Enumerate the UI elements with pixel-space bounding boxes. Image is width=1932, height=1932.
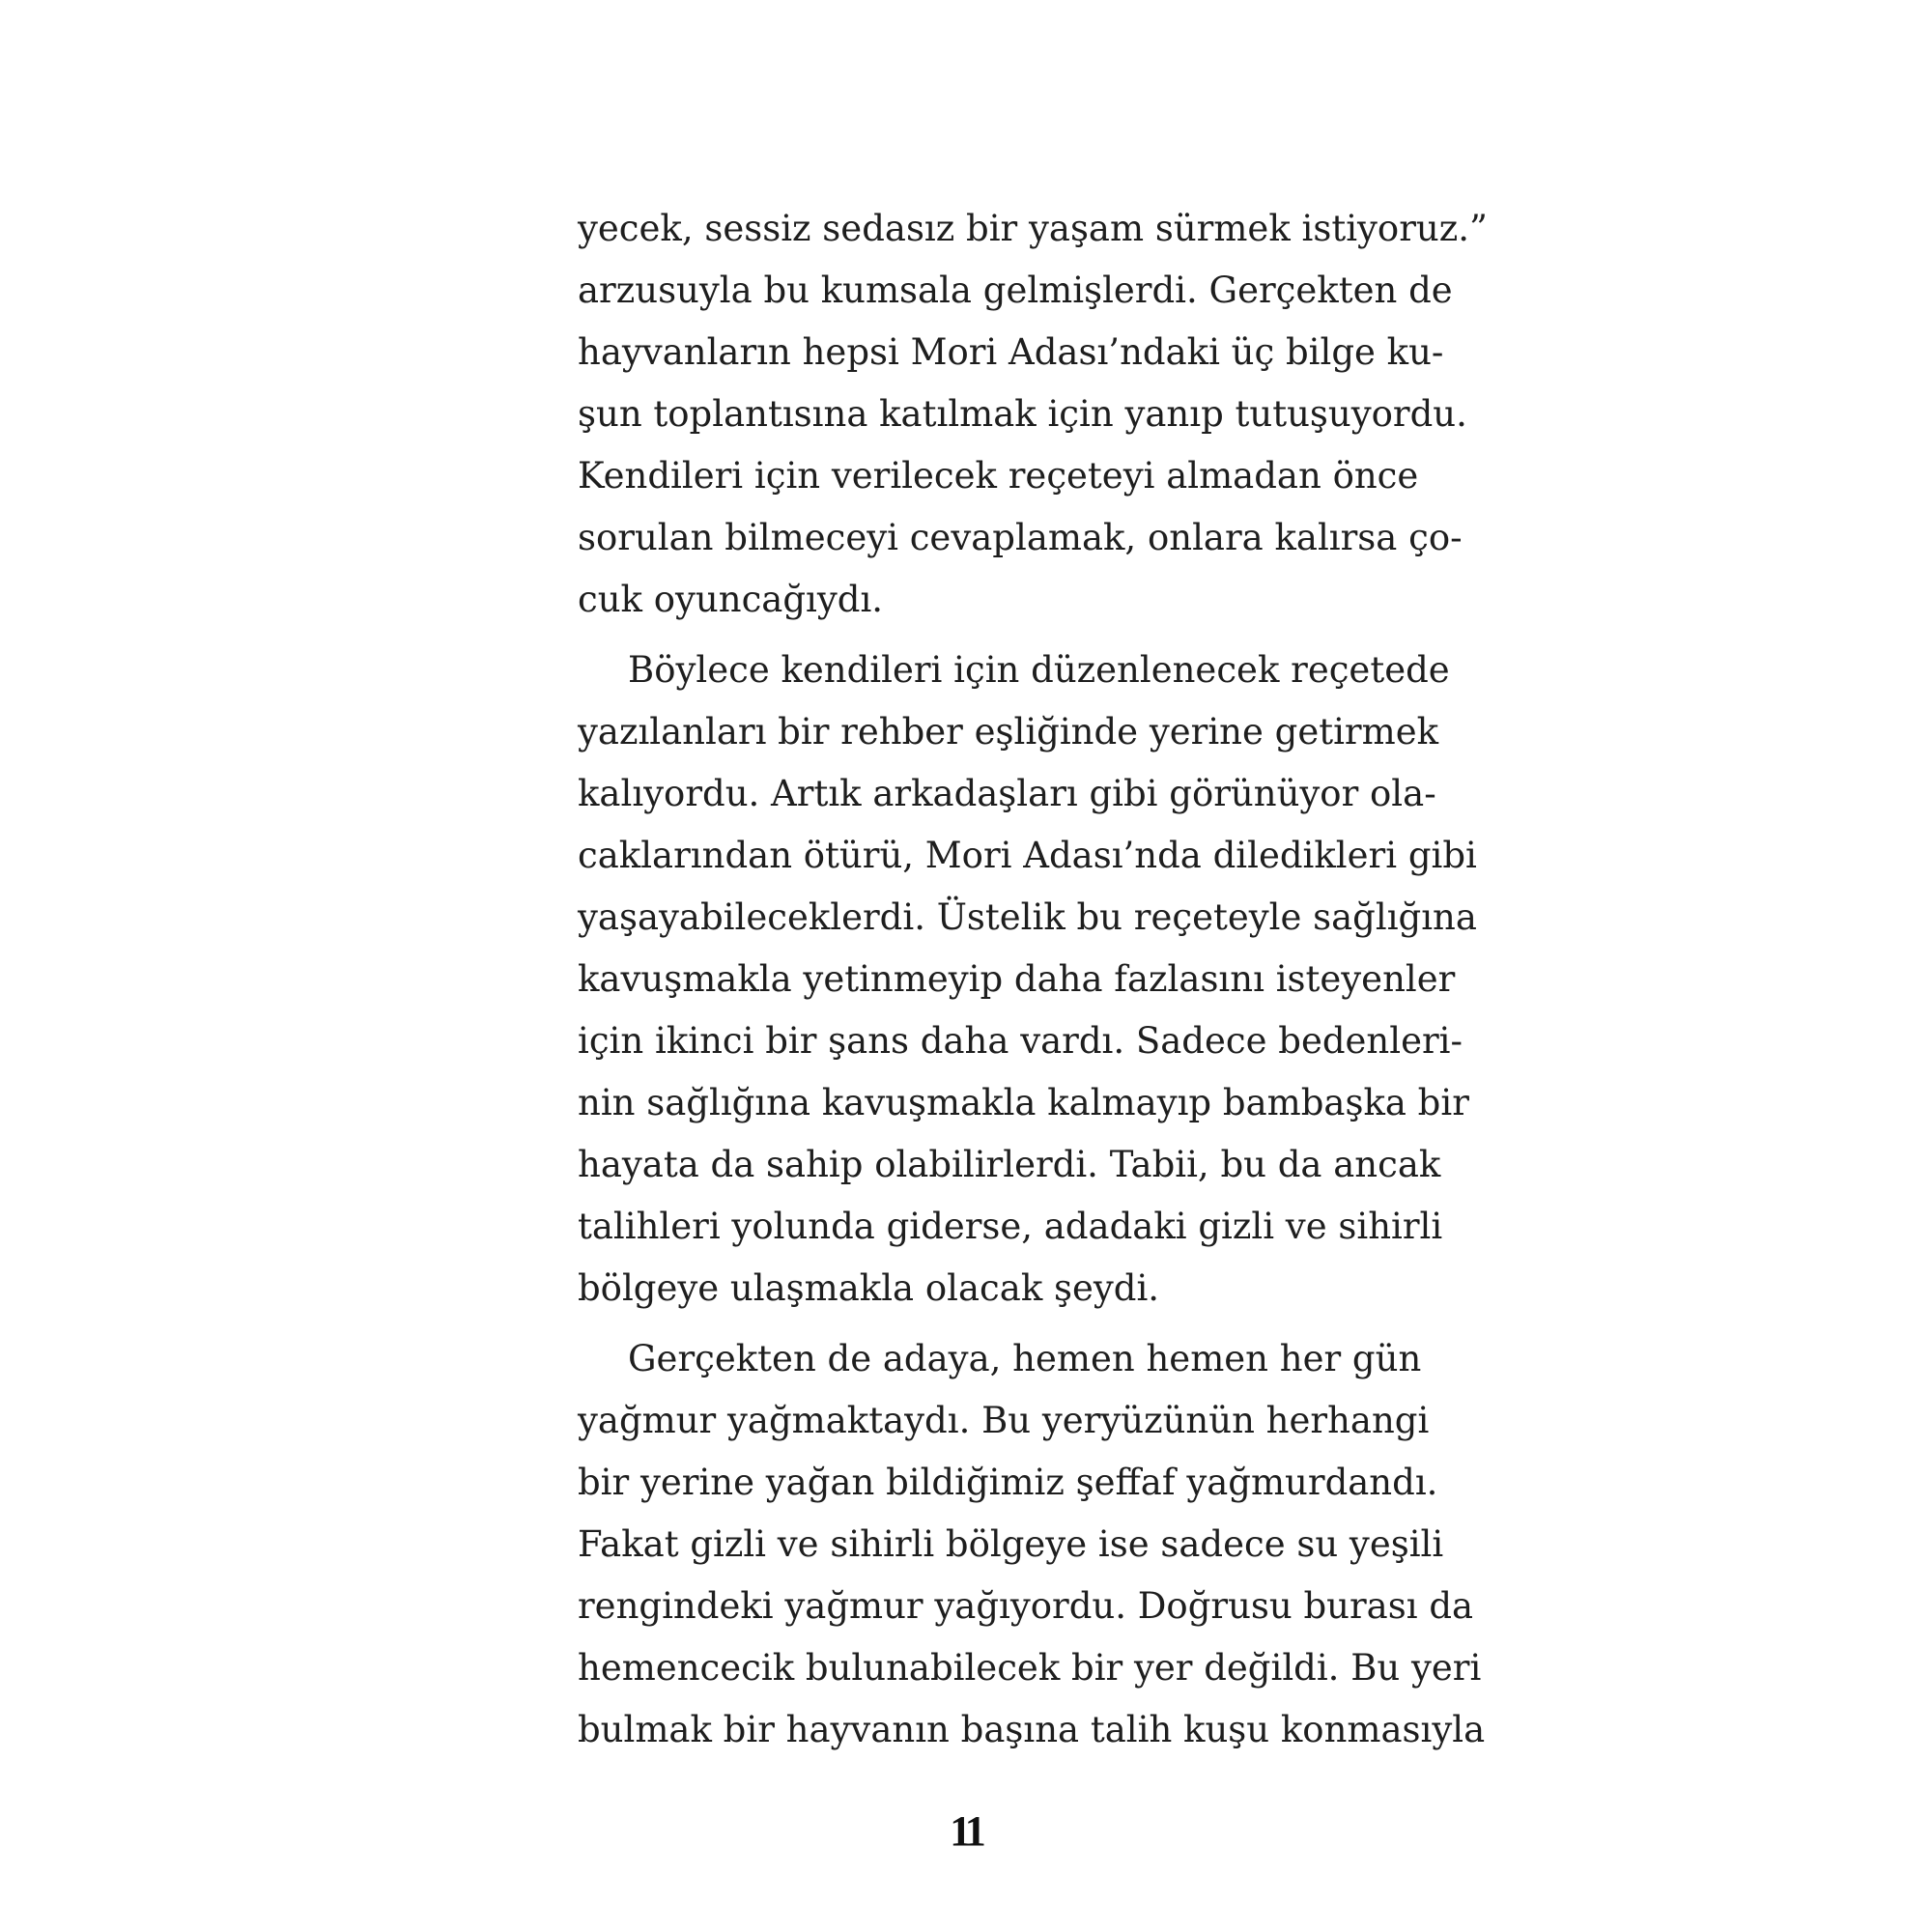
text-line: nin sağlığına kavuşmakla kalmayıp bambaşka bir [578,1082,1469,1123]
text-line: sorulan bilmeceyi cevaplamak, onlara kalırsa ço- [578,517,1463,558]
text-line: Kendileri için verilecek reçeteyi almadan önce [578,455,1419,497]
paragraph-spacer [578,1320,1392,1328]
text-line: Fakat gizli ve sihirli bölgeye ise sadece su yeşili [578,1523,1444,1565]
text-line: Böylece kendileri için düzenlenecek reçetede [628,649,1450,691]
text-line: caklarından ötürü, Mori Adası’nda diledikleri gibi [578,835,1477,876]
text-line: Gerçekten de adaya, hemen hemen her gün [628,1338,1422,1379]
text-line: şun toplantısına katılmak için yanıp tutuşuyordu. [578,393,1467,435]
text-line: yecek, sessiz sedasız bir yaşam sürmek istiyoruz.” [578,208,1488,249]
paragraph-3 [578,1328,1486,1761]
text-line: hemencecik bulunabilecek bir yer değildi. Bu yeri [578,1647,1482,1689]
paragraph-2 [578,639,1477,1320]
paragraph-spacer [578,631,1392,639]
text-line: kavuşmakla yetinmeyip daha fazlasını isteyenler [578,958,1456,1000]
text-line: hayata da sahip olabilirlerdi. Tabii, bu da ancak [578,1144,1441,1185]
text-line: rengindeki yağmur yağıyordu. Doğrusu burası da [578,1585,1474,1627]
text-line: arzusuyla bu kumsala gelmişlerdi. Gerçekten de [578,270,1453,311]
page-number: 11 [950,1807,982,1855]
paragraph-1 [578,198,1488,631]
body-text [578,198,1488,1761]
text-line: kalıyordu. Artık arkadaşları gibi görünüyor ola- [578,773,1436,814]
text-line: talihleri yolunda giderse, adadaki gizli ve sihirli [578,1206,1443,1247]
text-line: cuk oyuncağıydı. [578,579,884,620]
text-line: yağmur yağmaktaydı. Bu yeryüzünün herhangi [578,1400,1430,1441]
text-line: yaşayabileceklerdi. Üstelik bu reçeteyle sağlığına [578,896,1477,938]
text-line: için ikinci bir şans daha vardı. Sadece bedenleri- [578,1020,1463,1062]
text-line: bir yerine yağan bildiğimiz şeffaf yağmurdandı. [578,1462,1438,1503]
text-line: yazılanları bir rehber eşliğinde yerine getirmek [578,711,1439,753]
text-line: bölgeye ulaşmakla olacak şeydi. [578,1267,1160,1309]
text-line: bulmak bir hayvanın başına talih kuşu konmasıyla [578,1709,1486,1750]
text-line: hayvanların hepsi Mori Adası’ndaki üç bilge ku- [578,331,1444,373]
